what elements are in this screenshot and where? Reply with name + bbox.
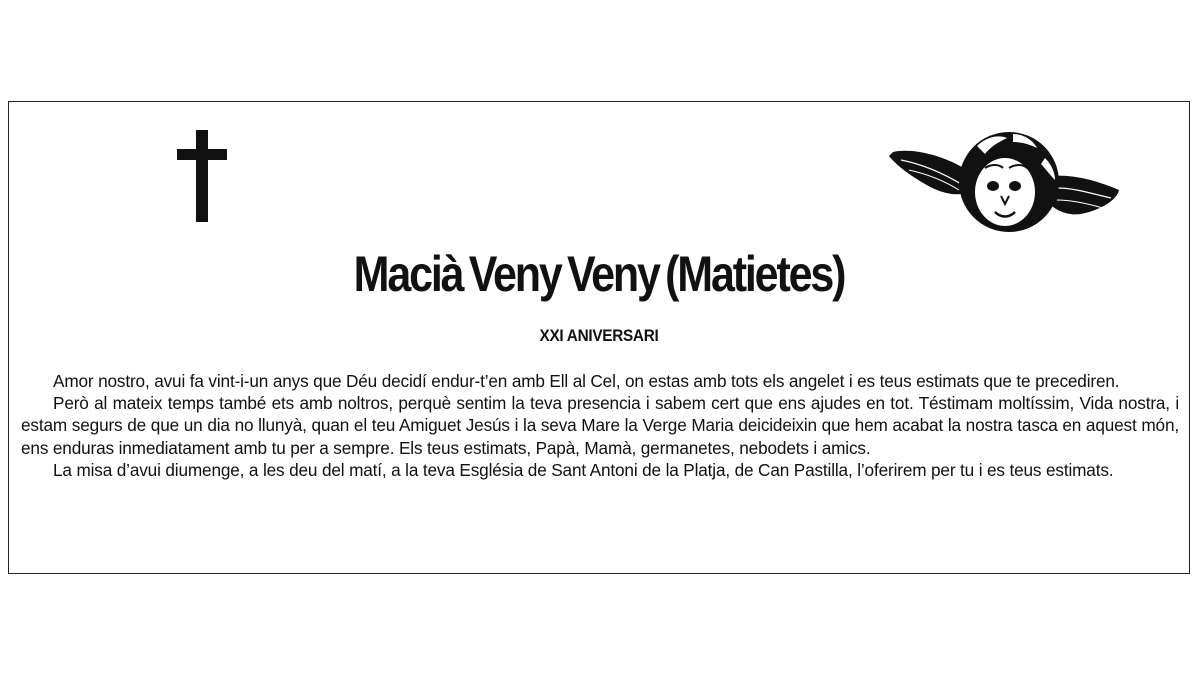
obituary-notice (8, 101, 1190, 574)
deceased-name: Macià Veny Veny (Matietes) (353, 246, 845, 302)
anniversary-subtitle: XXI ANIVERSARI (539, 326, 659, 345)
paragraph-1: Amor nostro, avui fa vint-i-un anys que Déu decidí endur-t’en amb Ell al Cel, on estas amb tots els angelet i es teus estimats que te precediren. (53, 371, 1120, 391)
cherub-icon (881, 124, 1123, 232)
paragraph-2: Però al mateix temps també ets amb noltros, perquè sentim la teva presencia i sabem cert que ens ajudes en tot. Téstimam moltíssim, Vida nostra, i estam segurs de que un dia no llunyà, quan el teu Amiguet Jesús i la seva Mare la Verge Maria deicideixin que hem acabat la nostra tasca en aquest món, ens enduras inmediatament amb tu per a sempre. Els teus estimats, Papà, Mamà, germanetes, nebodets i amics. (21, 393, 1179, 458)
cross-icon (177, 130, 227, 222)
paragraph-3: La misa d’avui diumenge, a les deu del matí, a la teva Església de Sant Antoni de la Platja, de Can Pastilla, l’oferirem per tu i es teus estimats. (53, 459, 1114, 480)
notice-body (21, 370, 1179, 481)
